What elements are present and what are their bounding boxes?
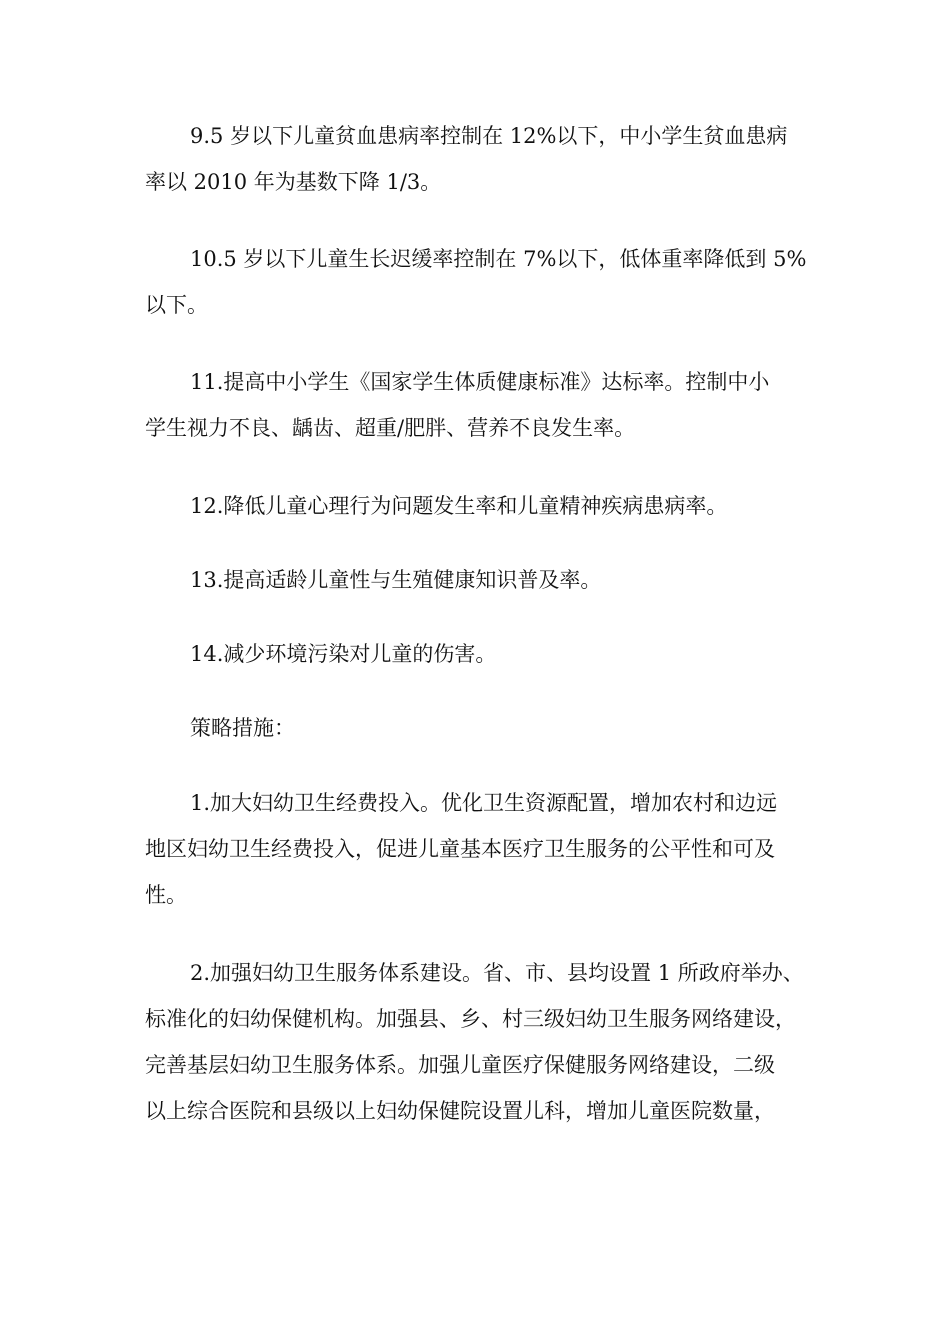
paragraph-goal-13	[145, 557, 810, 603]
paragraph-measure-2	[145, 950, 810, 1134]
paragraph-line: 策略措施：	[190, 716, 295, 740]
paragraph-goal-12	[145, 483, 810, 529]
paragraph-goal-11	[145, 359, 810, 451]
paragraph-line: 以下。	[145, 293, 208, 317]
paragraph-line: 地区妇幼卫生经费投入，促进儿童基本医疗卫生服务的公平性和可及	[145, 837, 775, 861]
paragraph-line: 11.提高中小学生《国家学生体质健康标准》达标率。控制中小	[190, 370, 770, 394]
paragraph-goal-14	[145, 631, 810, 677]
paragraph-goal-9	[145, 113, 810, 205]
paragraph-line: 以上综合医院和县级以上妇幼保健院设置儿科，增加儿童医院数量，	[145, 1099, 775, 1123]
paragraph-line: 性。	[145, 883, 187, 907]
paragraph-line: 14.减少环境污染对儿童的伤害。	[190, 642, 497, 666]
paragraph-line: 完善基层妇幼卫生服务体系。加强儿童医疗保健服务网络建设，二级	[145, 1053, 775, 1077]
paragraph-line: 13.提高适龄儿童性与生殖健康知识普及率。	[190, 568, 602, 592]
section-heading-strategy	[145, 705, 810, 751]
paragraph-line: 2.加强妇幼卫生服务体系建设。省、市、县均设置 1 所政府举办、	[190, 961, 804, 985]
paragraph-line: 10.5 岁以下儿童生长迟缓率控制在 7%以下，低体重率降低到 5%	[190, 247, 807, 271]
paragraph-line: 1.加大妇幼卫生经费投入。优化卫生资源配置，增加农村和边远	[190, 791, 778, 815]
paragraph-line: 率以 2010 年为基数下降 1/3。	[145, 170, 442, 194]
paragraph-goal-10	[145, 236, 810, 328]
paragraph-line: 标准化的妇幼保健机构。加强县、乡、村三级妇幼卫生服务网络建设，	[145, 1007, 796, 1031]
paragraph-measure-1	[145, 780, 810, 918]
paragraph-line: 9.5 岁以下儿童贫血患病率控制在 12%以下，中小学生贫血患病	[190, 124, 788, 148]
paragraph-line: 12.降低儿童心理行为问题发生率和儿童精神疾病患病率。	[190, 494, 728, 518]
paragraph-line: 学生视力不良、龋齿、超重/肥胖、营养不良发生率。	[145, 416, 636, 440]
